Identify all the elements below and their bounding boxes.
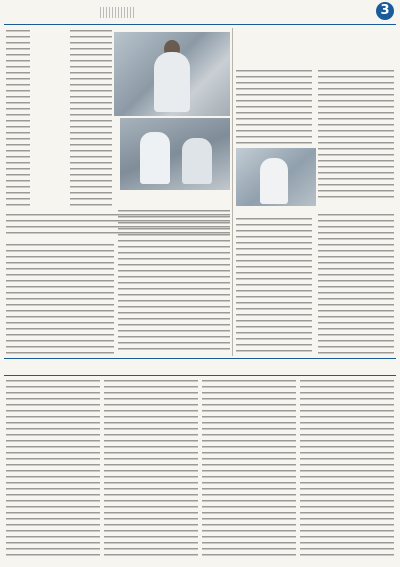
text-column — [318, 70, 394, 200]
photo-figure — [182, 138, 212, 184]
text-column — [104, 380, 198, 560]
text-column — [70, 30, 112, 210]
text-column — [6, 30, 30, 210]
photo-figure — [140, 132, 170, 184]
photo-figure — [260, 158, 288, 204]
masthead-ornament — [100, 7, 134, 18]
photo-figure — [154, 52, 190, 112]
article-photo — [236, 148, 316, 206]
text-column — [236, 218, 312, 354]
text-column — [6, 380, 100, 560]
page-header — [4, 2, 396, 25]
feature-photo-portrait — [114, 32, 230, 116]
text-column — [318, 214, 394, 354]
text-column — [236, 70, 312, 144]
text-column — [202, 380, 296, 560]
text-column — [6, 244, 114, 354]
bottom-banner — [4, 358, 396, 376]
text-column — [118, 210, 230, 354]
column-divider — [232, 28, 233, 356]
feature-photo-clinic — [120, 118, 230, 190]
page-number-badge: 3 — [376, 2, 394, 20]
text-column — [300, 380, 394, 560]
